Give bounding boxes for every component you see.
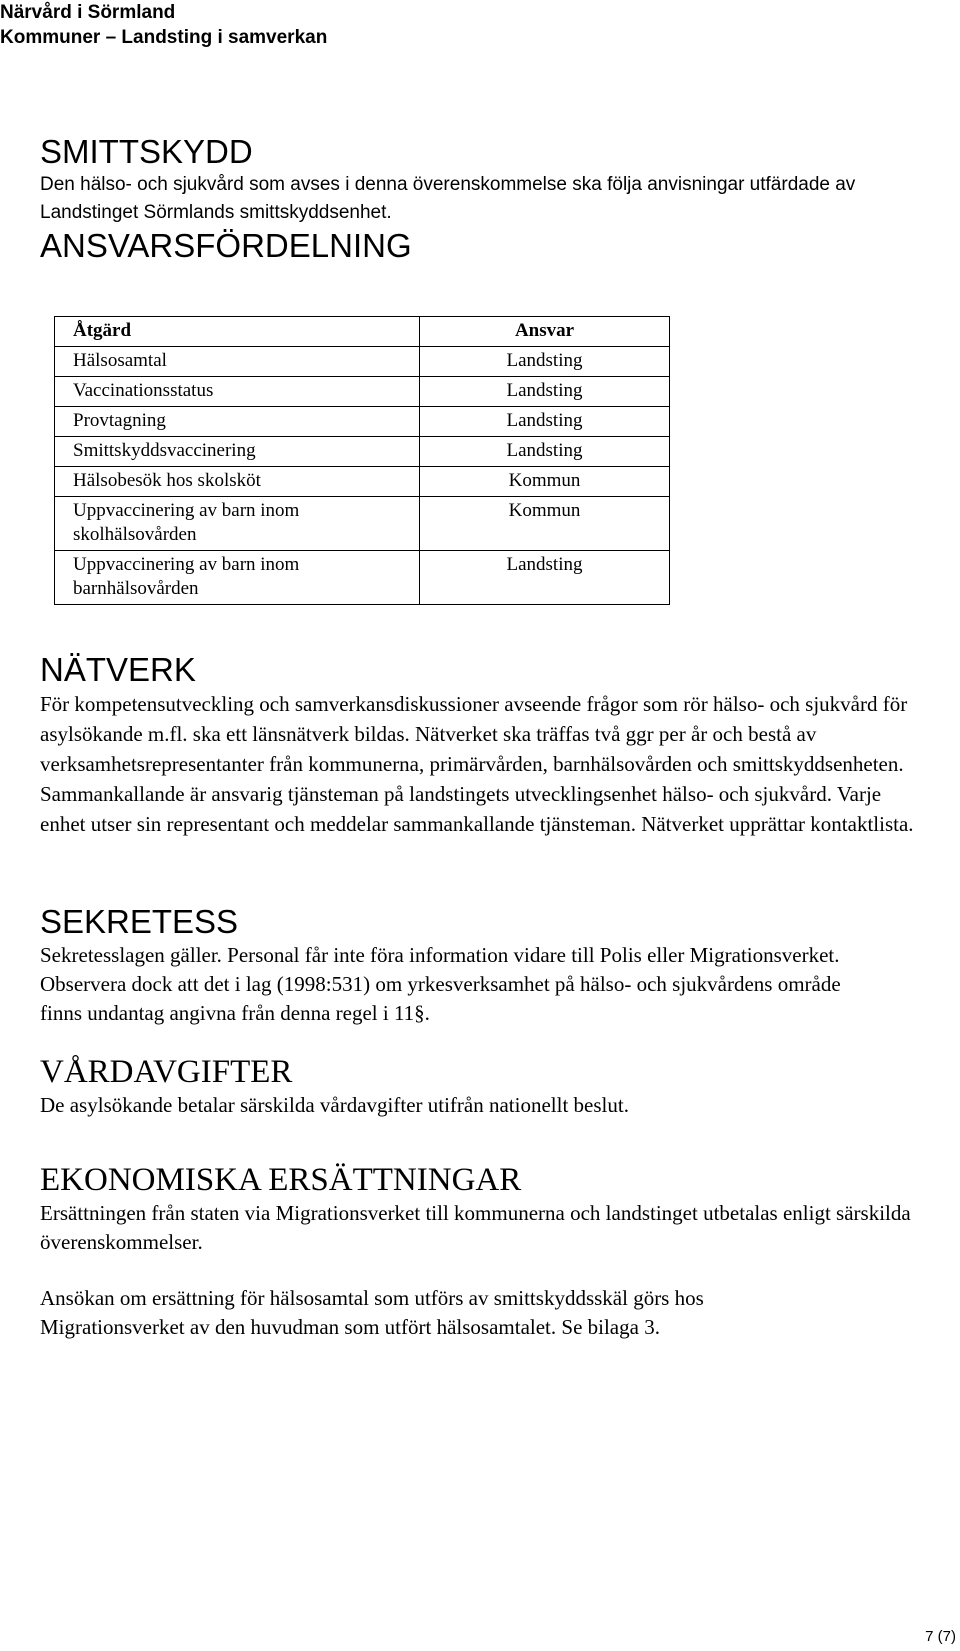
cell-ansvar: Kommun bbox=[420, 467, 670, 497]
cell-ansvar: Landsting bbox=[420, 407, 670, 437]
table-row bbox=[55, 437, 670, 467]
heading-sekretess: SEKRETESS bbox=[40, 903, 239, 940]
cell-atgard: Hälsosamtal bbox=[55, 347, 420, 377]
text-ekonomiska-1: Ersättningen från staten via Migrationsverket till kommunerna och landstinget utbetalas enligt särskilda överenskommelser. bbox=[40, 1201, 911, 1254]
table-header-row bbox=[55, 317, 670, 347]
table-row bbox=[55, 377, 670, 407]
header-subtitle: Kommuner – Landsting i samverkan bbox=[0, 27, 328, 48]
column-header-atgard: Åtgärd bbox=[55, 317, 420, 347]
heading-natverk: NÄTVERK bbox=[40, 651, 196, 688]
text-smittskydd: Den hälso- och sjukvård som avses i denna överenskommelse ska följa anvisningar utfärdade av Landstinget Sörmlands smittskyddsenhet. bbox=[40, 174, 856, 223]
cell-ansvar: Landsting bbox=[420, 377, 670, 407]
header-title: Närvård i Sörmland bbox=[0, 2, 176, 23]
text-sekretess: Sekretesslagen gäller. Personal får inte föra information vidare till Polis eller Migrationsverket. Observera dock att det i lag (1998:531) om yrkesverksamhet på hälso- och sjukvårdens område finns undantag angivna från denna regel i 11§. bbox=[40, 943, 841, 1025]
cell-ansvar: Landsting bbox=[420, 437, 670, 467]
table-row bbox=[55, 467, 670, 497]
page-number: 7 (7) bbox=[925, 1628, 956, 1645]
text-ekonomiska-2: Ansökan om ersättning för hälsosamtal som utförs av smittskyddsskäl görs hos Migrationsverket av den huvudman som utfört hälsosamtalet. Se bilaga 3. bbox=[40, 1286, 704, 1339]
section-natverk bbox=[40, 651, 940, 839]
responsibility-table bbox=[54, 316, 670, 605]
cell-ansvar: Kommun bbox=[420, 497, 670, 551]
cell-ansvar: Landsting bbox=[420, 551, 670, 605]
cell-atgard: Uppvaccinering av barn inom barnhälsovården bbox=[55, 551, 420, 605]
section-ansvarsfordelning bbox=[40, 227, 940, 265]
cell-atgard: Uppvaccinering av barn inom skolhälsovården bbox=[55, 497, 420, 551]
cell-atgard: Hälsobesök hos skolsköt bbox=[55, 467, 420, 497]
section-vardavgifter bbox=[40, 1053, 940, 1120]
table-row bbox=[55, 497, 670, 551]
heading-vardavgifter: VÅRDAVGIFTER bbox=[40, 1054, 293, 1090]
section-ekonomiska-ersattningar bbox=[40, 1161, 940, 1342]
cell-ansvar: Landsting bbox=[420, 347, 670, 377]
text-natverk: För kompetensutveckling och samverkansdiskussioner avseende frågor som rör hälso- och sjukvård för asylsökande m.fl. ska ett länsnätverk bildas. Nätverket ska träffas två ggr per år och bestå av verksamhetsrepresentanter från kommunerna, primärvården, barnhälsovården och smittskyddsenheten. Sammankallande är ansvarig tjänsteman på landstingets utvecklingsenhet hälso- och sjukvård. Varje enhet utser sin representant och meddelar sammankallande tjänsteman. Nätverket upprättar kontaktlista. bbox=[40, 692, 914, 836]
cell-atgard: Smittskyddsvaccinering bbox=[55, 437, 420, 467]
table-row bbox=[55, 347, 670, 377]
heading-smittskydd: SMITTSKYDD bbox=[40, 133, 253, 170]
text-vardavgifter: De asylsökande betalar särskilda vårdavgifter utifrån nationellt beslut. bbox=[40, 1093, 629, 1117]
section-sekretess bbox=[40, 903, 940, 1028]
column-header-ansvar: Ansvar bbox=[420, 317, 670, 347]
page-header bbox=[0, 0, 327, 50]
heading-ekonomiska-ersattningar: EKONOMISKA ERSÄTTNINGAR bbox=[40, 1162, 522, 1198]
table-row bbox=[55, 551, 670, 605]
section-smittskydd bbox=[40, 133, 940, 227]
cell-atgard: Vaccinationsstatus bbox=[55, 377, 420, 407]
cell-atgard: Provtagning bbox=[55, 407, 420, 437]
heading-ansvarsfordelning: ANSVARSFÖRDELNING bbox=[40, 227, 412, 264]
table-row bbox=[55, 407, 670, 437]
